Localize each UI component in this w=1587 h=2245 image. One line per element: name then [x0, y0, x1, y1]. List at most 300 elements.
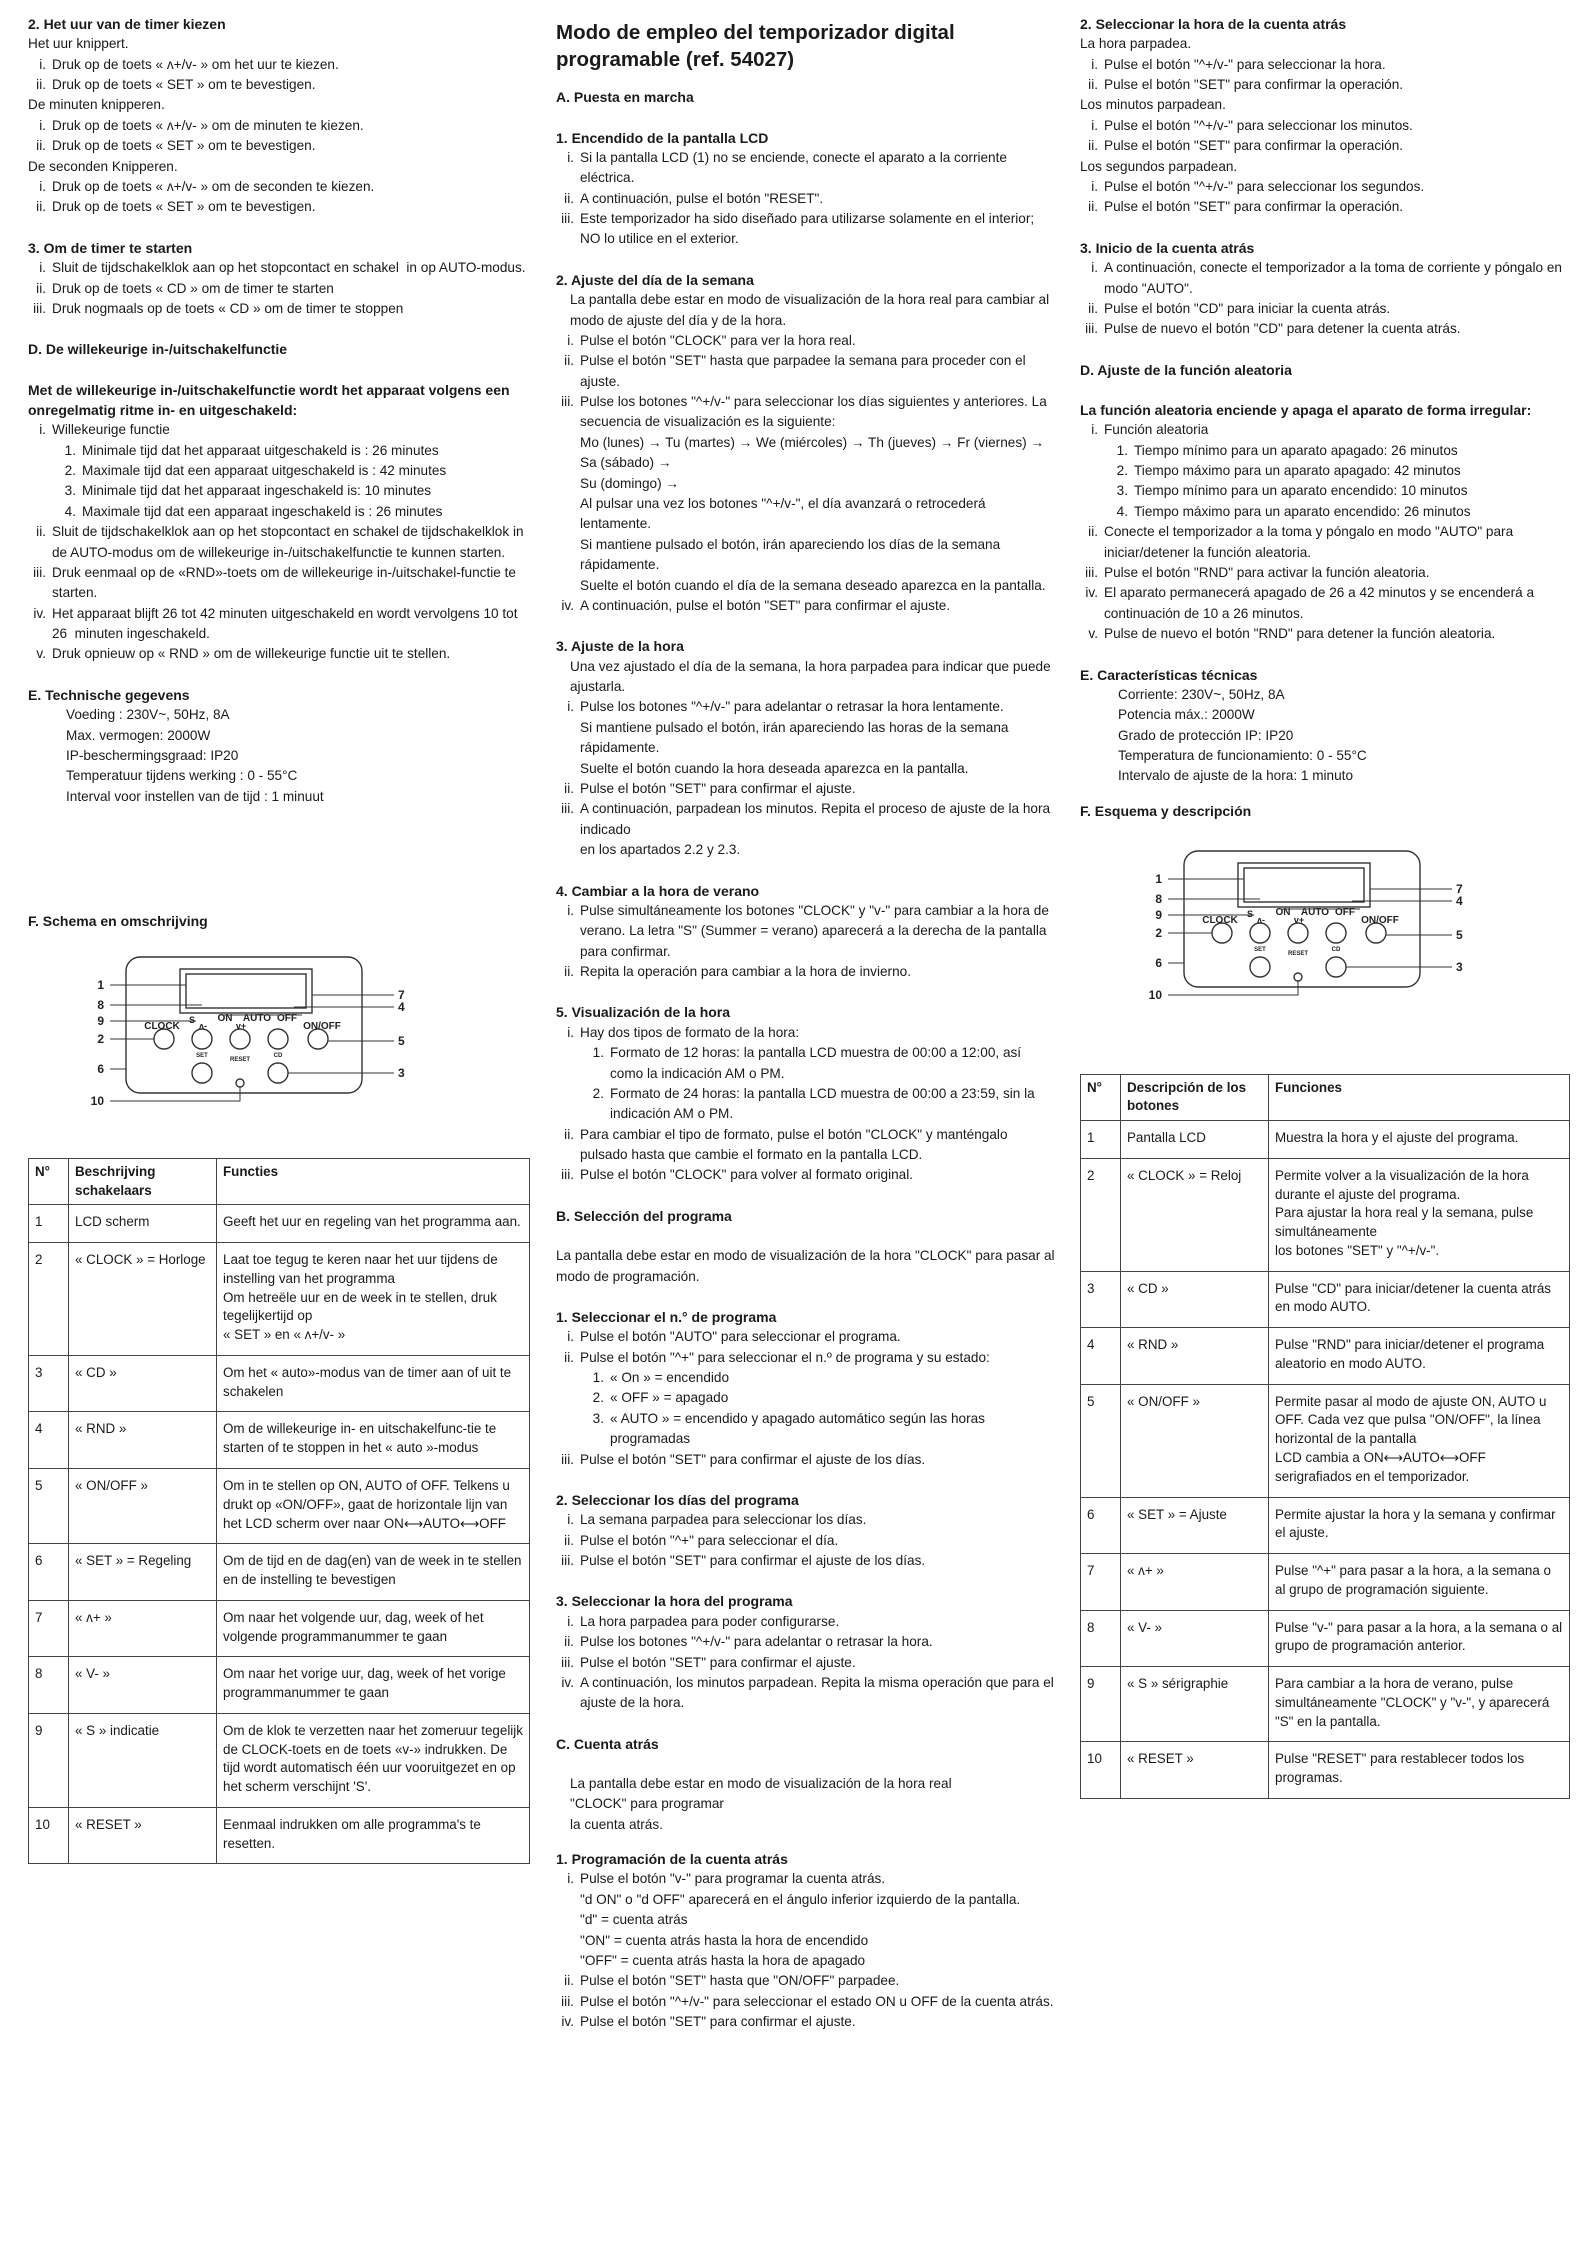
lcd-screen: [180, 969, 312, 1013]
down-label: v+: [1293, 915, 1305, 926]
table-cell: 1: [29, 1205, 69, 1243]
list-text: Pulse de nuevo el botón "RND" para detener la función aleatoria.: [1104, 626, 1496, 642]
list-item: [556, 392, 1056, 596]
section-intro: La pantalla debe estar en modo de visualización de la hora real "CLOCK" para programar la cuenta atrás.: [570, 1775, 952, 1832]
spec-line: Potencia máx.: 2000W: [1118, 707, 1255, 723]
list-text: Pulse el botón "CLOCK" para volver al formato original.: [580, 1167, 914, 1183]
list-item: [556, 697, 1056, 779]
table-cell: Om in te stellen op ON, AUTO of OFF. Telkens u drukt op «ON/OFF», gaat de horizontale lijn van het LCD scherm over naar ON⟷AUTO⟷OFF: [217, 1468, 530, 1543]
list-text: Pulse el botón "SET" para confirmar el ajuste de los días.: [580, 1553, 926, 1569]
list: [556, 1327, 1056, 1470]
table-row: [29, 1544, 530, 1601]
list-item: [28, 644, 530, 664]
timer-diagram: [28, 949, 530, 1135]
list-text: « On » = encendido: [610, 1370, 730, 1386]
list-item: [556, 1327, 1056, 1347]
up-button: [1250, 923, 1270, 943]
list-item: [28, 55, 530, 75]
callout-number: 5: [398, 1034, 405, 1049]
list-text: Pulse simultáneamente los botones "CLOCK" y "v-" para cambiar a la hora de verano. La letra "S" (Summer = verano) aparecerá a la derecha de la pantalla para confirmar.: [580, 902, 1053, 959]
list-item: [556, 1348, 1056, 1368]
list-item: [1080, 319, 1570, 339]
callout-number: 3: [1456, 960, 1463, 975]
paragraph: Los segundos parpadean.: [1080, 158, 1238, 174]
list-marker: 4.: [1116, 503, 1128, 519]
list-marker: iii.: [561, 1993, 574, 2009]
list-item: [556, 1388, 1056, 1408]
section-subtitle: Met de willekeurige in-/uitschakelfunctie wordt het apparaat volgens een onregelmatig ritme in- en uitgeschakeld:: [28, 381, 510, 418]
callout-number: 10: [90, 1094, 104, 1109]
list-text: A continuación, parpadean los minutos. Repita el proceso de ajuste de la hora indicado en los apartados 2.2 y 2.3.: [580, 801, 1051, 858]
list-item: [1080, 136, 1570, 156]
cd-button: [268, 1063, 288, 1083]
reset-label: RESET: [1287, 951, 1309, 958]
callout-number: 6: [1155, 956, 1162, 971]
table-cell: 5: [1081, 1384, 1121, 1497]
table-row: [29, 1657, 530, 1714]
section-title: C. Cuenta atrás: [556, 1735, 659, 1752]
callout-number: 6: [97, 1062, 104, 1077]
list-text: Sluit de tijdschakelklok aan op het stopcontact en schakel de tijdschakelklok in de AUTO-modus om de willekeurige in-/uitschakelfunctie te kunnen starten.: [52, 524, 528, 560]
list-marker: v.: [36, 646, 46, 662]
callout-number: 8: [1155, 892, 1162, 907]
list-marker: iii.: [33, 300, 46, 316]
list-marker: 1.: [592, 1370, 604, 1386]
table-cell: « RND »: [69, 1412, 217, 1469]
list-text: Pulse de nuevo el botón "CD" para detener la cuenta atrás.: [1104, 321, 1461, 337]
list-item: [28, 502, 530, 522]
list-text: « OFF » = apagado: [610, 1390, 729, 1406]
list: [556, 1510, 1056, 1571]
table-cell: 6: [29, 1544, 69, 1601]
list-marker: ii.: [564, 190, 574, 206]
callout-number: 9: [1155, 908, 1162, 923]
list-item: [1080, 502, 1570, 522]
list-text: Druk op de toets « ʌ+/v- » om de minuten te kiezen.: [52, 117, 364, 133]
list-text: Este temporizador ha sido diseñado para utilizarse solamente en el interior; NO lo utilice en el exterior.: [580, 211, 1035, 247]
table-header: N°: [29, 1158, 69, 1205]
list-marker: ii.: [36, 138, 46, 154]
reset-button: [1294, 973, 1302, 981]
table-cell: Permite volver a la visualización de la hora durante el ajuste del programa. Para ajustar la hora real y la semana, pulse simultáneamente los botones "SET" y "^+/v-".: [1269, 1158, 1570, 1271]
spec-line: Intervalo de ajuste de la hora: 1 minuto: [1118, 768, 1354, 784]
list-text: Para cambiar el tipo de formato, pulse el botón "CLOCK" y manténgalo pulsado hasta que cambie el formato en la pantalla LCD.: [580, 1126, 1012, 1163]
list-text: Minimale tijd dat het apparaat uitgeschakeld is : 26 minutes: [82, 442, 439, 458]
list-text: Minimale tijd dat het apparaat ingeschakeld is: 10 minutes: [82, 483, 432, 499]
list-text: Pulse el botón "^+" para seleccionar el n.º de programa y su estado:: [580, 1349, 990, 1365]
list-item: [28, 461, 530, 481]
specs: [1080, 685, 1570, 787]
list-text: Tiempo mínimo para un aparato encendido: 10 minutos: [1134, 483, 1468, 499]
list-text: Druk nogmaals op de toets « CD » om de timer te stoppen: [52, 300, 404, 316]
list: [28, 258, 530, 319]
specs: [28, 705, 530, 807]
table-cell: 9: [29, 1713, 69, 1807]
table-header: Beschrijving schakelaars: [69, 1158, 217, 1205]
list-marker: iii.: [561, 1451, 574, 1467]
list-marker: iv.: [1085, 585, 1098, 601]
onoff-label: ON/OFF: [303, 1021, 341, 1033]
list-marker: i.: [1091, 422, 1098, 438]
list-item: [556, 1510, 1056, 1530]
list-text: Pulse el botón "SET" hasta que "ON/OFF" parpadee.: [580, 1973, 900, 1989]
list-marker: i.: [567, 902, 574, 918]
list: [556, 1023, 1056, 1186]
button-table: [1080, 1074, 1570, 1799]
paragraph: Los minutos parpadean.: [1080, 97, 1226, 113]
list-item: [556, 1551, 1056, 1571]
list-marker: 1.: [592, 1045, 604, 1061]
list-marker: 1.: [64, 442, 76, 458]
section-title: 3. Inicio de la cuenta atrás: [1080, 239, 1255, 256]
list-item: [1080, 563, 1570, 583]
table-cell: Muestra la hora y el ajuste del programa.: [1269, 1121, 1570, 1159]
column-spanish: [556, 14, 1059, 2033]
table-row: [29, 1243, 530, 1356]
table-cell: Om het « auto»-modus van de timer aan of uit te schakelen: [217, 1355, 530, 1412]
table-header-row: [1081, 1074, 1570, 1121]
table-row: [29, 1205, 530, 1243]
list-marker: i.: [567, 699, 574, 715]
list-text: A continuación, los minutos parpadean. Repita la misma operación que para el ajuste de la hora.: [580, 1674, 1058, 1711]
list-text: Formato de 24 horas: la pantalla LCD muestra de 00:00 a 23:59, sin la indicación AM o PM.: [610, 1085, 1039, 1122]
table-cell: Pulse "v-" para pasar a la hora, a la semana o al grupo de programación anterior.: [1269, 1610, 1570, 1667]
table-cell: 8: [29, 1657, 69, 1714]
spec-line: IP-beschermingsgraad: IP20: [66, 747, 239, 763]
list-marker: iii.: [561, 211, 574, 227]
table-row: [29, 1468, 530, 1543]
list-text: El aparato permanecerá apagado de 26 a 42 minutos y se encenderá a continuación de 10 a 26 minutos.: [1104, 585, 1538, 621]
list-item: [28, 522, 530, 563]
lcd-inner: [1244, 868, 1364, 902]
list-marker: i.: [567, 1024, 574, 1040]
list-marker: i.: [1091, 117, 1098, 133]
list-item: [28, 136, 530, 156]
list-item: [1080, 55, 1570, 75]
paragraph: Het uur knippert.: [28, 36, 129, 52]
s-label: S: [1246, 909, 1254, 920]
list-marker: i.: [39, 422, 46, 438]
list-text: Druk opnieuw op « RND » om de willekeurige functie uit te stellen.: [52, 646, 451, 662]
list-marker: ii.: [564, 964, 574, 980]
lcd-screen: [1238, 863, 1370, 907]
table-cell: Laat toe tegug te keren naar het uur tijdens de instelling van het programma Om hetreële uur en de week in te stellen, druk tegelijkertijd op « SET » en « ʌ+/v- »: [217, 1243, 530, 1356]
list-text: Pulse el botón "SET" hasta que parpadee la semana para proceder con el ajuste.: [580, 353, 1030, 389]
section-title: F. Schema en omschrijving: [28, 913, 208, 930]
lcd-inner: [186, 974, 306, 1008]
callout-number: 3: [398, 1066, 405, 1081]
list-item: [28, 279, 530, 299]
section-body: [1080, 34, 1570, 218]
section-title: A. Puesta en marcha: [556, 89, 694, 106]
callout-number: 1: [97, 978, 104, 993]
list-item: [556, 148, 1056, 189]
cd-label: CD: [1331, 947, 1341, 954]
list-marker: i.: [39, 260, 46, 276]
section-title: 5. Visualización de la hora: [556, 1004, 731, 1021]
clock-label: CLOCK: [144, 1021, 180, 1033]
off-label: OFF: [1335, 907, 1355, 919]
table-row: [29, 1355, 530, 1412]
list-text: Si la pantalla LCD (1) no se enciende, conecte el aparato a la corriente eléctrica.: [580, 149, 1011, 186]
list-marker: i.: [39, 56, 46, 72]
reset-button: [236, 1079, 244, 1087]
list-marker: iv.: [561, 2014, 574, 2030]
table-cell: « CD »: [69, 1355, 217, 1412]
list-marker: 3.: [1116, 483, 1128, 499]
cd-button: [1326, 957, 1346, 977]
list-marker: ii.: [36, 280, 46, 296]
off-label: OFF: [277, 1013, 297, 1025]
list-item: [556, 1612, 1056, 1632]
table-row: [1081, 1497, 1570, 1554]
list-item: [1080, 481, 1570, 501]
list-item: [556, 2012, 1056, 2032]
auto-label: AUTO: [1300, 907, 1330, 919]
page-title: Modo de empleo del temporizador digital programable (ref. 54027): [556, 21, 955, 71]
list-marker: ii.: [564, 1634, 574, 1650]
list-item: [556, 1971, 1056, 1991]
list-marker: i.: [1091, 56, 1098, 72]
auto-off-button: [1326, 923, 1346, 943]
table-header: Functies: [217, 1158, 530, 1205]
table-cell: 10: [1081, 1742, 1121, 1799]
table-row: [1081, 1667, 1570, 1742]
list-marker: i.: [1091, 179, 1098, 195]
down-button: [230, 1029, 250, 1049]
table-cell: Permite ajustar la hora y la semana y confirmar el ajuste.: [1269, 1497, 1570, 1554]
list-marker: iii.: [1085, 565, 1098, 580]
clock-button: [1212, 923, 1232, 943]
list-text: Tiempo máximo para un aparato encendido: 26 minutos: [1134, 503, 1471, 519]
list: [556, 697, 1056, 860]
list-text: Pulse el botón "SET" para confirmar el ajuste.: [580, 1654, 856, 1670]
table-row: [1081, 1610, 1570, 1667]
list-item: [28, 604, 530, 645]
list: [556, 1869, 1056, 2032]
column-spanish-cont: [1080, 14, 1570, 1799]
callout-number: 1: [1155, 872, 1162, 887]
list-marker: iii.: [1085, 321, 1098, 337]
list-marker: ii.: [564, 781, 574, 797]
list-item: [1080, 75, 1570, 95]
auto-label: AUTO: [242, 1013, 272, 1025]
list-item: [556, 1531, 1056, 1551]
table-header-row: [29, 1158, 530, 1205]
section-intro: Una vez ajustado el día de la semana, la hora parpadea para indicar que puede ajustarla.: [570, 658, 1055, 695]
list-item: [556, 901, 1056, 962]
list-item: [1080, 461, 1570, 481]
list-marker: 2.: [64, 462, 76, 478]
table-row: [1081, 1158, 1570, 1271]
table-cell: « RESET »: [1121, 1742, 1269, 1799]
list-item: [556, 799, 1056, 860]
callout-number: 4: [1456, 894, 1463, 909]
list-item: [556, 331, 1056, 351]
table-cell: « ʌ+ »: [1121, 1554, 1269, 1611]
section-title: D. De willekeurige in-/uitschakelfunctie: [28, 341, 288, 358]
list-item: [556, 1869, 1056, 1971]
list-marker: iii.: [561, 394, 574, 410]
list-marker: i.: [567, 1871, 574, 1887]
list-item: [28, 420, 530, 440]
on-label: ON: [217, 1013, 233, 1025]
section-title: 1. Encendido de la pantalla LCD: [556, 129, 769, 146]
callout-number: 9: [97, 1014, 104, 1029]
list: [28, 420, 530, 665]
list-text: Het apparaat blijft 26 tot 42 minuten uitgeschakeld en wordt vervolgens 10 tot 26 minuten ingeschakeld.: [52, 605, 522, 642]
list-marker: iii.: [561, 1654, 574, 1670]
paragraph: La hora parpadea.: [1080, 36, 1192, 52]
list-marker: ii.: [36, 524, 46, 540]
list-marker: iii.: [561, 1167, 574, 1183]
list-text: Pulse el botón "^+" para seleccionar el día.: [580, 1532, 839, 1548]
list-text: Pulse los botones "^+/v-" para seleccionar los días siguientes y anteriores. La secuencia de visualización es la siguiente: Mo (lunes) → Tu (martes) → We (miércoles) → Th (jueves) → Fr (viernes) → Sa (sábado) → Su (domingo) → Al pulsar una vez los botones "^+/v-", el día avanzará o retrocederá lentamente. Si mantiene pulsado el botón, irán apareciendo los días de la semana rápidamente. Suelte el botón cuando el día de la semana deseado aparezca en la pantalla.: [580, 394, 1047, 593]
list-marker: i.: [567, 1613, 574, 1629]
section-title: 4. Cambiar a la hora de verano: [556, 882, 760, 899]
table-cell: Pulse "^+" para pasar a la hora, a la semana o al grupo de programación siguiente.: [1269, 1554, 1570, 1611]
paragraph: De minuten knipperen.: [28, 97, 165, 113]
list-text: Druk op de toets « SET » om te bevestigen.: [52, 138, 316, 154]
section-title: 3. Seleccionar la hora del programa: [556, 1593, 793, 1610]
spec-line: Temperatura de funcionamiento: 0 - 55°C: [1118, 748, 1367, 764]
callout-number: 8: [97, 998, 104, 1013]
table-row: [29, 1600, 530, 1657]
list-item: [556, 189, 1056, 209]
table-cell: 7: [29, 1600, 69, 1657]
description-table: [1080, 1074, 1570, 1799]
table-cell: Pulse "RESET" para restablecer todos los programas.: [1269, 1742, 1570, 1799]
spec-line: Voeding : 230V~, 50Hz, 8A: [66, 707, 230, 723]
table-cell: Pulse "CD" para iniciar/detener la cuenta atrás en modo AUTO.: [1269, 1271, 1570, 1328]
list-text: Pulse el botón "SET" para confirmar el ajuste.: [580, 781, 856, 797]
table-cell: Om de tijd en de dag(en) van de week in te stellen en de instelling te bevestigen: [217, 1544, 530, 1601]
list-marker: i.: [567, 149, 574, 165]
table-cell: 4: [29, 1412, 69, 1469]
section-title: 3. Ajuste de la hora: [556, 638, 684, 655]
table-row: [1081, 1271, 1570, 1328]
list-marker: ii.: [564, 1126, 574, 1142]
down-button: [1288, 923, 1308, 943]
list-text: A continuación, conecte el temporizador a la toma de corriente y póngalo en modo "AUTO".: [1104, 260, 1566, 296]
reset-label: RESET: [229, 1057, 251, 1064]
list-item: [556, 596, 1056, 616]
list-item: [556, 209, 1056, 250]
onoff-button: [308, 1029, 328, 1049]
up-label: ʌ-: [1256, 915, 1266, 926]
table-cell: Pulse "RND" para iniciar/detener el programa aleatorio en modo AUTO.: [1269, 1328, 1570, 1385]
list-item: [28, 75, 530, 95]
section-title: B. Selección del programa: [556, 1207, 732, 1224]
list-item: [28, 258, 530, 278]
auto-off-button: [268, 1029, 288, 1049]
list-marker: i.: [567, 1329, 574, 1345]
list-text: Druk op de toets « ʌ+/v- » om het uur te kiezen.: [52, 56, 339, 72]
on-label: ON: [1275, 907, 1291, 919]
table-cell: Om de klok te verzetten naar het zomeruur tegelijk de CLOCK-toets en de toets «v-» indrukken. De tijd wordt automatisch één uur vooruitgezet en op het scherm verschijnt 'S'.: [217, 1713, 530, 1807]
table-cell: Geeft het uur en regeling van het programma aan.: [217, 1205, 530, 1243]
list-marker: ii.: [36, 77, 46, 93]
list-item: [556, 1632, 1056, 1652]
list-text: Pulse el botón "^+/v-" para seleccionar los segundos.: [1104, 179, 1425, 195]
list-item: [28, 116, 530, 136]
list-marker: iv.: [33, 605, 46, 621]
section-subtitle: La función aleatoria enciende y apaga el aparato de forma irregular:: [1080, 401, 1532, 418]
table-cell: « V- »: [1121, 1610, 1269, 1667]
table-cell: 3: [1081, 1271, 1121, 1328]
cd-label: CD: [273, 1053, 283, 1060]
list-text: A continuación, pulse el botón "RESET".: [580, 190, 824, 206]
spec-line: Grado de protección IP: IP20: [1118, 727, 1294, 743]
list-text: Pulse el botón "SET" para confirmar la operación.: [1104, 138, 1404, 154]
callout-number: 7: [1456, 882, 1463, 897]
list: [556, 148, 1056, 250]
table-cell: Om de willekeurige in- en uitschakelfunc-tie te starten of te stoppen in het « auto »-modus: [217, 1412, 530, 1469]
spec-line: Max. vermogen: 2000W: [66, 727, 211, 743]
list-marker: ii.: [564, 353, 574, 369]
list-text: Pulse el botón "SET" para confirmar la operación.: [1104, 199, 1404, 215]
list-text: Pulse el botón "RND" para activar la función aleatoria.: [1104, 565, 1430, 580]
table-cell: « CLOCK » = Horloge: [69, 1243, 217, 1356]
list-text: Pulse el botón "^+/v-" para seleccionar la hora.: [1104, 56, 1386, 72]
table-cell: Para cambiar a la hora de verano, pulse simultáneamente "CLOCK" y "v-", y aparecerá "S" en la pantalla.: [1269, 1667, 1570, 1742]
list-text: Maximale tijd dat een apparaat ingeschakeld is : 26 minutes: [82, 503, 443, 519]
spec-line: Temperatuur tijdens werking : 0 - 55°C: [66, 768, 298, 784]
timer-diagram: [1080, 843, 1570, 1029]
list-text: Tiempo mínimo para un aparato apagado: 26 minutos: [1134, 442, 1458, 458]
spec-line: Interval voor instellen van de tijd : 1 minuut: [66, 788, 324, 804]
table-row: [1081, 1121, 1570, 1159]
callout-number: 7: [398, 988, 405, 1003]
table-row: [1081, 1384, 1570, 1497]
list-marker: iv.: [561, 597, 574, 613]
table-cell: « SET » = Regeling: [69, 1544, 217, 1601]
list-marker: 2.: [592, 1085, 604, 1101]
list-text: Formato de 12 horas: la pantalla LCD muestra de 00:00 a 12:00, así como la indicación AM o PM.: [610, 1045, 1025, 1081]
list-item: [556, 1023, 1056, 1043]
table-cell: 8: [1081, 1610, 1121, 1667]
set-label: SET: [196, 1053, 208, 1060]
list-item: [556, 779, 1056, 799]
list-item: [28, 197, 530, 217]
table-cell: Om naar het vorige uur, dag, week of het vorige programmanummer te gaan: [217, 1657, 530, 1714]
table-cell: Permite pasar al modo de ajuste ON, AUTO u OFF. Cada vez que pulsa "ON/OFF", la línea horizontal de la pantalla LCD cambia a ON⟷AUTO⟷OFF serigrafiados en el temporizador.: [1269, 1384, 1570, 1497]
list-text: Pulse el botón "^+/v-" para seleccionar el estado ON u OFF de la cuenta atrás.: [580, 1993, 1054, 2009]
table-cell: 10: [29, 1807, 69, 1864]
spec-line: Corriente: 230V~, 50Hz, 8A: [1118, 686, 1285, 702]
list-text: La semana parpadea para seleccionar los días.: [580, 1512, 867, 1528]
list-text: Pulse el botón "^+/v-" para seleccionar los minutos.: [1104, 117, 1413, 133]
list-marker: 4.: [64, 503, 76, 519]
set-button: [1250, 957, 1270, 977]
list: [1080, 258, 1570, 340]
list-text: Pulse el botón "SET" para confirmar el ajuste de los días.: [580, 1451, 926, 1467]
table-cell: « ON/OFF »: [69, 1468, 217, 1543]
list-marker: ii.: [564, 1532, 574, 1548]
list-marker: ii.: [1088, 524, 1098, 540]
list-marker: i.: [567, 1512, 574, 1528]
clock-button: [154, 1029, 174, 1049]
section-title: F. Esquema y descripción: [1080, 802, 1252, 819]
list-text: Maximale tijd dat een apparaat uitgeschakeld is : 42 minutes: [82, 462, 447, 478]
list-marker: iv.: [561, 1674, 574, 1690]
list-text: Pulse el botón "v-" para programar la cuenta atrás. "d ON" o "d OFF" aparecerá en el ángulo inferior izquierdo de la pantalla. "d" = cuenta atrás "ON" = cuenta atrás hasta la hora de encendido "OFF" = cuenta atrás hasta la hora de apagado: [580, 1871, 1021, 1969]
list-text: « AUTO » = encendido y apagado automático según las horas programadas: [610, 1410, 989, 1447]
table-cell: « ON/OFF »: [1121, 1384, 1269, 1497]
list: [556, 901, 1056, 983]
table-row: [29, 1412, 530, 1469]
list-item: [556, 962, 1056, 982]
